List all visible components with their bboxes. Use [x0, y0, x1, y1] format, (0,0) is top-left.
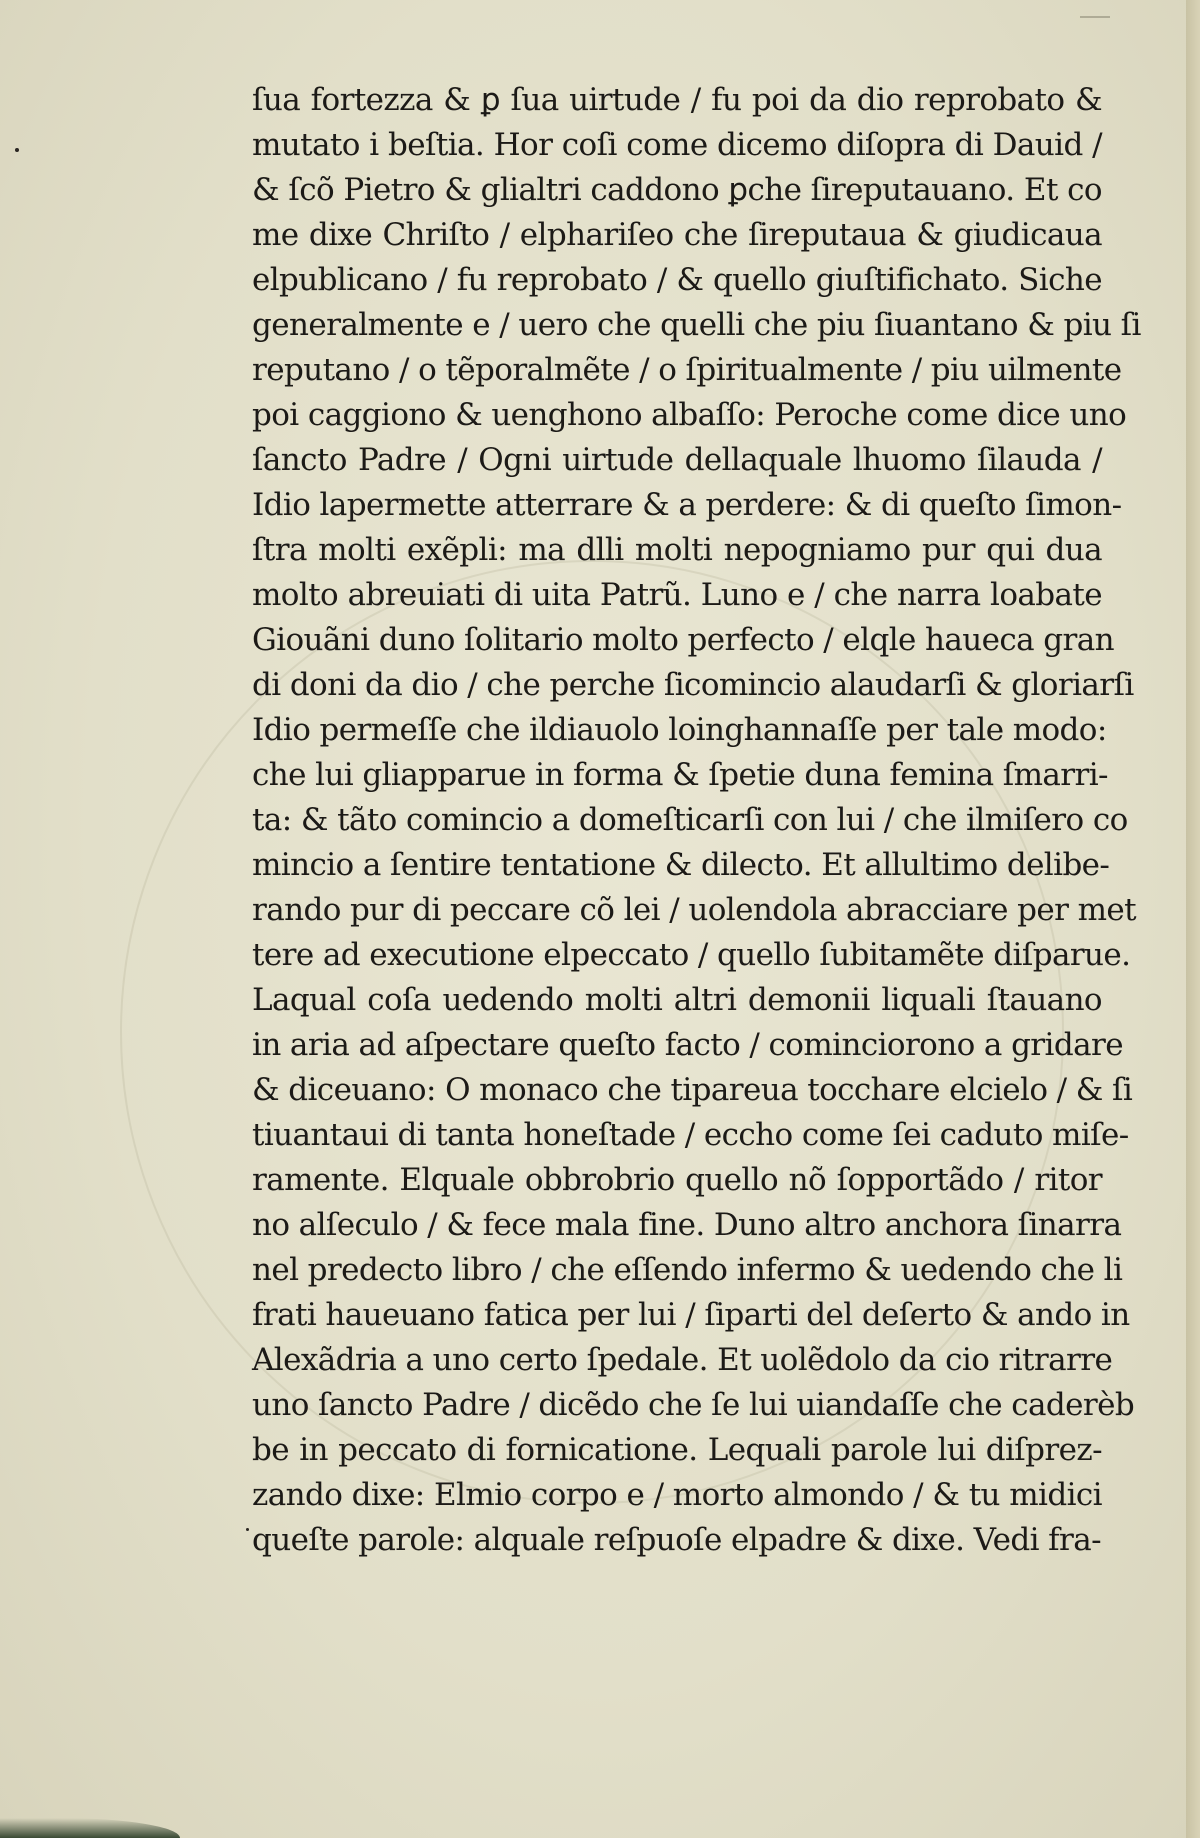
text-line: & ſcõ Pietro & glialtri caddono ꝑche ſireputauano. Et co: [252, 172, 1102, 208]
text-line: ſtra molti exẽpli: ma dlli molti nepogniamo pur qui dua: [252, 532, 1102, 568]
text-line: molto abreuiati di uita Patrũ. Luno e / che narra loabate: [252, 577, 1102, 613]
text-line: zando dixe: Elmio corpo e / morto almondo / & tu midici: [252, 1477, 1102, 1513]
paper-mark: [1080, 16, 1110, 18]
text-line: Idio permeſſe che ildiauolo loinghannaſſe per tale modo:: [252, 712, 1107, 748]
text-line: che lui gliapparue in forma & ſpetie duna femina ſmarri-: [252, 757, 1108, 793]
text-line: generalmente e / uero che quelli che piu ſiuantano & piu ſi: [252, 307, 1141, 343]
text-line: mutato i beſtia. Hor coſi come dicemo diſopra di Dauid /: [252, 127, 1102, 163]
text-line: & diceuano: O monaco che tipareua tocchare elcielo / & ſi: [252, 1072, 1133, 1108]
text-line: Giouãni duno ſolitario molto perfecto / elqle haueca gran: [252, 622, 1114, 658]
text-line: tiuantaui di tanta honeſtade / eccho come ſei caduto miſe-: [252, 1117, 1129, 1153]
text-line: queſte parole: alquale reſpuoſe elpadre & dixe. Vedi fra-: [252, 1522, 1101, 1558]
text-line: frati haueuano fatica per lui / ſiparti del deſerto & ando in: [252, 1297, 1130, 1333]
text-line: me dixe Chriſto / elphariſeo che ſireputaua & giudicaua: [252, 217, 1102, 253]
text-block: [252, 78, 1141, 1563]
text-line: ta: & tãto comincio a domeſticarſi con lui / che ilmiſero co: [252, 802, 1128, 838]
margin-ink-dot: [15, 148, 19, 152]
text-line: uno ſancto Padre / dicẽdo che ſe lui uiandaſſe che caderèb: [252, 1387, 1135, 1423]
text-line: ramente. Elquale obbrobrio quello nõ ſopportãdo / ritor: [252, 1162, 1102, 1198]
text-line: Idio lapermette atterrare & a perdere: & di queſto ſimon-: [252, 487, 1122, 523]
page-edge: [1186, 0, 1200, 1838]
text-line: no alſeculo / & fece mala fine. Duno altro anchora ſinarra: [252, 1207, 1122, 1243]
text-line: Laqual coſa uedendo molti altri demonii liquali ſtauano: [252, 982, 1102, 1018]
text-line: in aria ad aſpectare queſto facto / cominciorono a gridare: [252, 1027, 1123, 1063]
text-line: ſua fortezza & ꝑ ſua uirtude / fu poi da dio reprobato &: [252, 82, 1102, 118]
text-line: ſancto Padre / Ogni uirtude dellaquale lhuomo ſilauda /: [252, 442, 1102, 478]
text-line: poi caggiono & uenghono albaſſo: Peroche come dice uno: [252, 397, 1127, 433]
text-line: reputano / o tẽporalmẽte / o ſpiritualmente / piu uilmente: [252, 352, 1122, 388]
text-line: elpublicano / fu reprobato / & quello giuſtifichato. Siche: [252, 262, 1102, 298]
text-line: rando pur di peccare cõ lei / uolendola abracciare per met: [252, 892, 1136, 928]
text-line: tere ad executione elpeccato / quello ſubitamẽte diſparue.: [252, 937, 1131, 973]
text-line: Alexãdria a uno certo ſpedale. Et uolẽdolo da cio ritrarre: [252, 1342, 1113, 1378]
corner-shadow: [0, 1818, 180, 1838]
text-line: be in peccato di fornicatione. Lequali parole lui diſprez-: [252, 1432, 1102, 1468]
text-line: mincio a ſentire tentatione & dilecto. Et allultimo delibe-: [252, 847, 1110, 883]
text-line: di doni da dio / che perche ſicomincio alaudarſi & gloriarſi: [252, 667, 1134, 703]
margin-ink-dot: [246, 1528, 249, 1531]
text-line: nel predecto libro / che eſſendo infermo & uedendo che li: [252, 1252, 1123, 1288]
